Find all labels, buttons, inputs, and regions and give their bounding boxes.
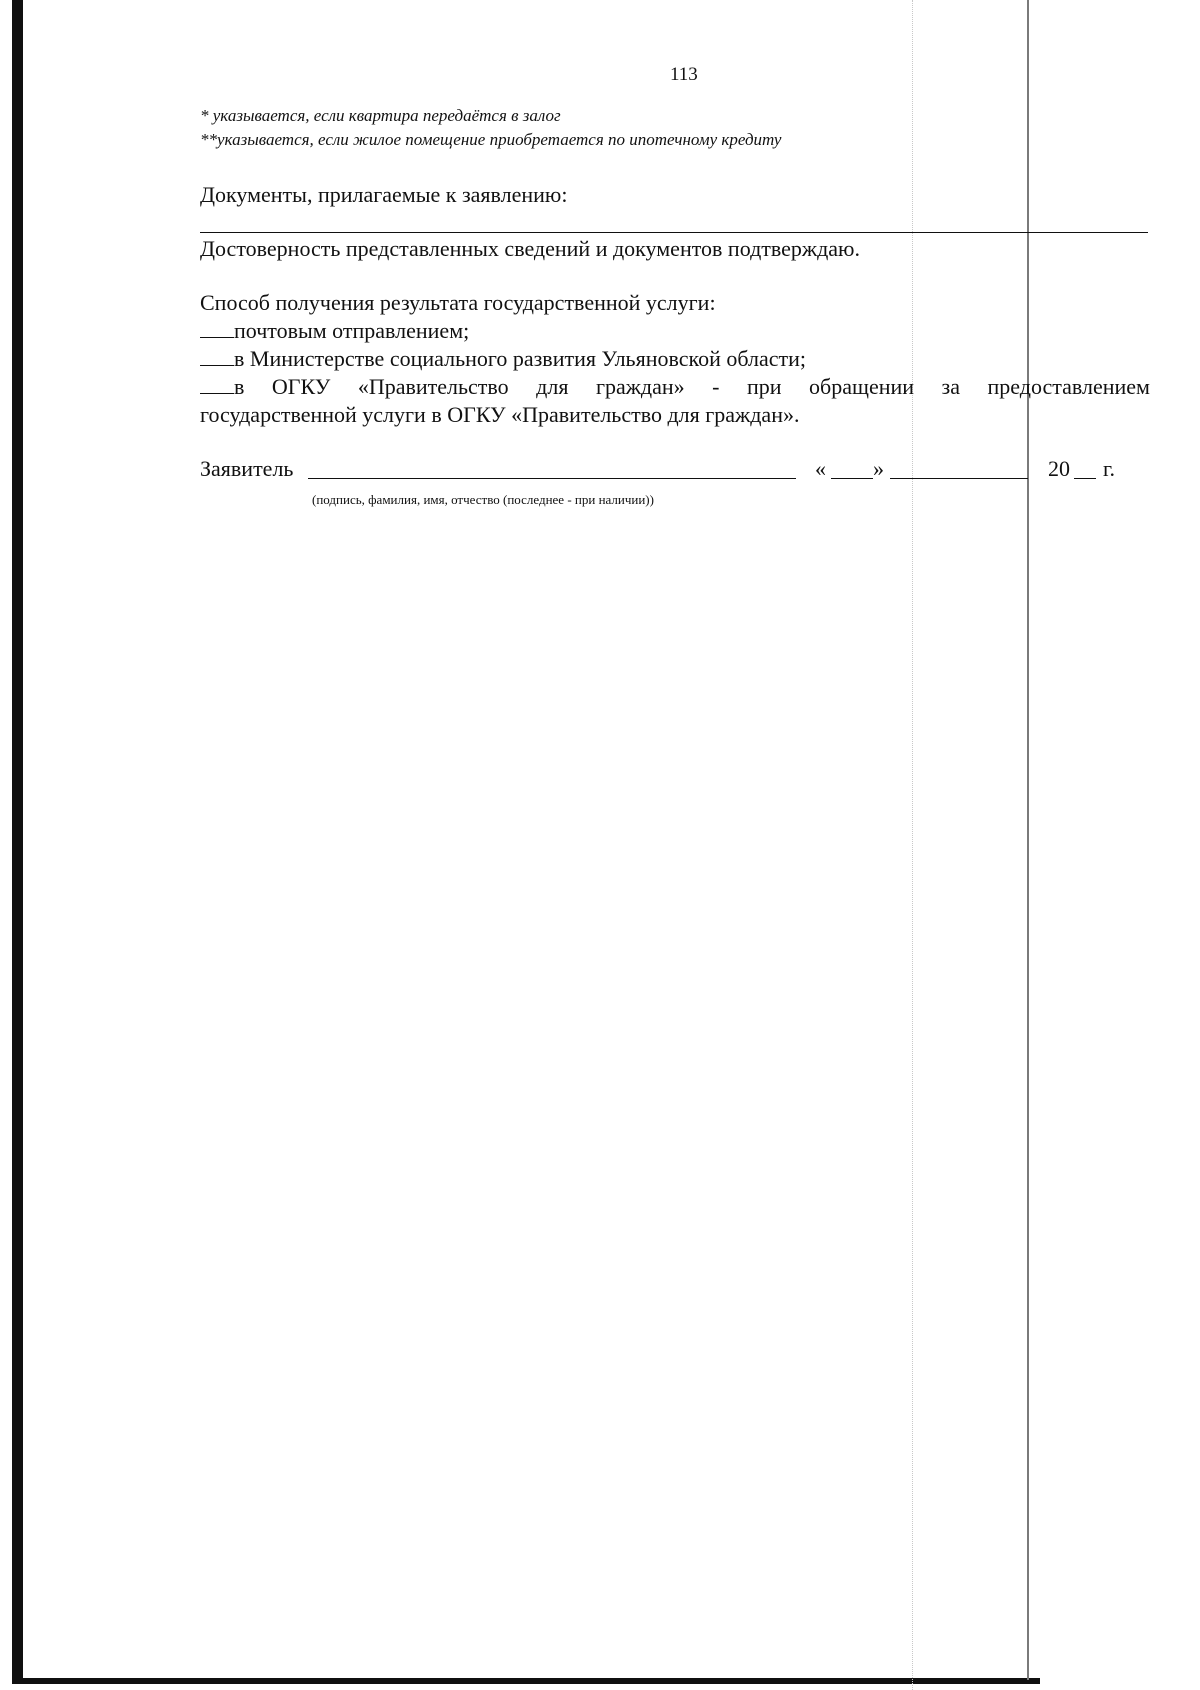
method-option-label: почтовым отправлением; (234, 318, 470, 343)
option3-word: «Правительство (357, 374, 509, 399)
option3-word: - (712, 374, 720, 399)
signature-caption: (подпись, фамилия, имя, отчество (последнее - при наличии)) (312, 492, 654, 507)
date-year-suffix: г. (1103, 456, 1116, 481)
signature-field[interactable] (308, 478, 796, 479)
option-checkbox-blank[interactable] (200, 375, 234, 394)
date-day-field[interactable] (831, 478, 873, 479)
option3-word: при (747, 374, 782, 399)
option3-word: за (941, 374, 960, 399)
confirmation-text: Достоверность представленных сведений и документов подтверждаю. (200, 236, 860, 261)
option3-word: для (536, 374, 569, 399)
method-option-ministry[interactable] (200, 346, 806, 372)
date-quote-close: » (873, 456, 884, 481)
option3-word: обращении (809, 374, 915, 399)
method-option-label: в Министерстве социального развития Ульяновской области; (234, 346, 806, 371)
method-option-ogku[interactable] (200, 374, 1150, 400)
footnote-1: * указывается, если квартира передаётся в залог (200, 106, 561, 125)
applicant-label: Заявитель (200, 456, 294, 481)
date-year-prefix: 20 (1048, 456, 1070, 481)
date-year-field[interactable] (1074, 478, 1096, 479)
method-option-ogku-continuation: государственной услуги в ОГКУ «Правительство для граждан». (200, 402, 800, 427)
scan-border-bottom (12, 1678, 1040, 1684)
scan-faint-line (912, 0, 914, 1690)
page-number: 113 (670, 64, 698, 85)
method-option-mail[interactable] (200, 318, 469, 344)
documents-fill-line[interactable] (200, 232, 1148, 233)
option-checkbox-blank[interactable] (200, 347, 234, 366)
date-quote-open: « (815, 456, 826, 481)
signature-row (200, 456, 1120, 486)
scan-fold-line (1027, 0, 1029, 1680)
option3-word: предоставлением (987, 374, 1150, 399)
option-checkbox-blank[interactable] (200, 319, 234, 338)
documents-label: Документы, прилагаемые к заявлению: (200, 182, 568, 207)
footnote-2: **указывается, если жилое помещение приобретается по ипотечному кредиту (200, 130, 782, 149)
option3-word: в (234, 374, 245, 399)
method-title: Способ получения результата государственной услуги: (200, 290, 716, 315)
option3-word: ОГКУ (271, 374, 331, 399)
date-month-field[interactable] (890, 478, 1028, 479)
option3-word: граждан» (595, 374, 685, 399)
scan-border-left (12, 0, 23, 1680)
